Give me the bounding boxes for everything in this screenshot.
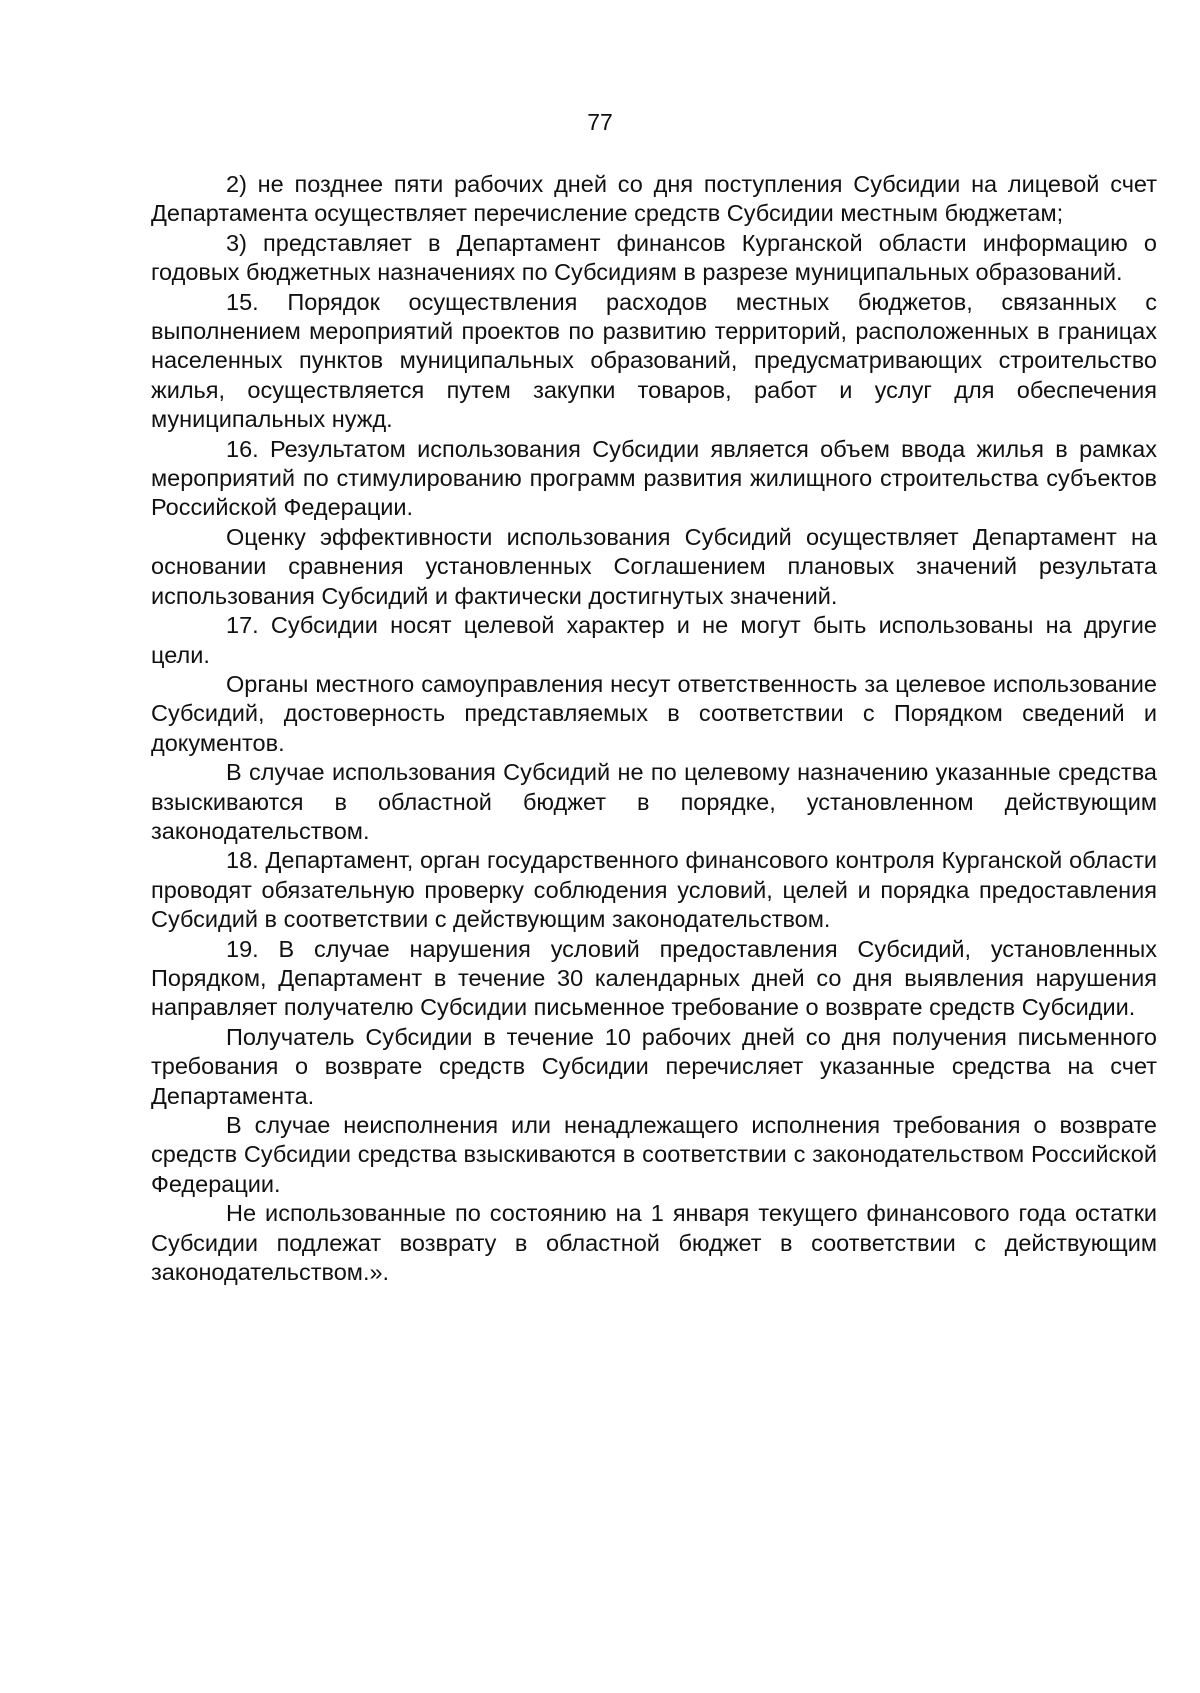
- paragraph-misuse-recovery: В случае использования Субсидий не по целевому назначению указанные средства взыскиваются в областной бюджет в порядке, установленном действующим законодательством.: [151, 759, 1157, 844]
- paragraph-item-2: 2) не позднее пяти рабочих дней со дня поступления Субсидии на лицевой счет Департамента осуществляет перечисление средств Субсидии местным бюджетам;: [151, 171, 1157, 227]
- paragraph-section-17: 17. Субсидии носят целевой характер и не могут быть использованы на другие цели.: [151, 612, 1157, 668]
- page-number: 77: [587, 109, 613, 135]
- paragraph-unused-balances: Не использованные по состоянию на 1 января текущего финансового года остатки Субсидии подлежат возврату в областной бюджет в соответствии с действующим законодательством.».: [151, 1200, 1157, 1286]
- paragraph-section-15: 15. Порядок осуществления расходов местных бюджетов, связанных с выполнением мероприятий проектов по развитию территорий, расположенных в границах населенных пунктов муниципальных образований, предусматривающих строительство жилья, осуществляется путем закупки товаров, работ и услуг для обеспечения муниципальных нужд.: [151, 288, 1157, 433]
- paragraph-section-19: 19. В случае нарушения условий предоставления Субсидий, установленных Порядком, Департамент в течение 30 календарных дней со дня выявления нарушения направляет получателю Субсидии письменное требование о возврате средств Субсидии.: [151, 935, 1157, 1021]
- paragraph-local-authorities-responsibility: Органы местного самоуправления несут ответственность за целевое использование Субсидий, достоверность представляемых в соответствии с Порядком сведений и документов.: [151, 670, 1157, 756]
- paragraph-recipient-refund: Получатель Субсидии в течение 10 рабочих дней со дня получения письменного требования о возврате средств Субсидии перечисляет указанные средства на счет Департамента.: [151, 1023, 1157, 1109]
- paragraph-item-3: 3) представляет в Департамент финансов Курганской области информацию о годовых бюджетных назначениях по Субсидиям в разрезе муниципальных образований.: [151, 229, 1157, 286]
- paragraph-section-18: 18. Департамент, орган государственного финансового контроля Курганской области проводят обязательную проверку соблюдения условий, целей и порядка предоставления Субсидий в соответствии с действующим законодательством.: [151, 847, 1157, 933]
- paragraph-section-16: 16. Результатом использования Субсидии является объем ввода жилья в рамках мероприятий по стимулированию программ развития жилищного строительства субъектов Российской Федерации.: [151, 435, 1157, 521]
- paragraph-efficiency-assessment: Оценку эффективности использования Субсидий осуществляет Департамент на основании сравнения установленных Соглашением плановых значений результата использования Субсидий и фактически достигнутых значений.: [151, 523, 1157, 609]
- document-body: [151, 170, 1157, 1287]
- paragraph-nonfulfillment: В случае неисполнения или ненадлежащего исполнения требования о возврате средств Субсидии средства взыскиваются в соответствии с законодательством Российской Федерации.: [151, 1112, 1157, 1197]
